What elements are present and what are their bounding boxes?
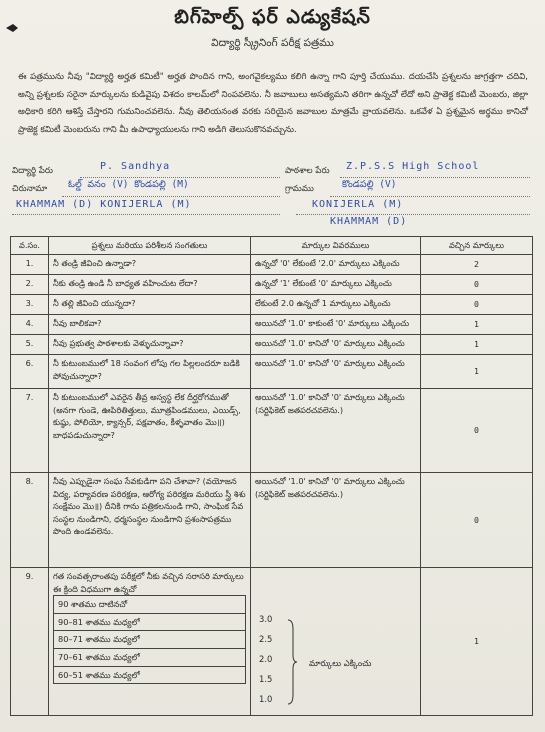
address-line-4-value[interactable]: KHAMMAM (D) <box>330 216 408 227</box>
row-marks-rule: లేకుంటే 2.0 ఉన్నచో 1 మార్కులు ఎక్కించు <box>251 295 421 315</box>
table-header-row <box>11 237 533 255</box>
row-number: 1. <box>11 255 49 275</box>
scale-value: 2.5 <box>259 634 273 644</box>
brace-icon <box>287 619 297 705</box>
row-score[interactable]: 1 <box>421 315 533 335</box>
row-question: నీకు తండ్రి ఉండి నీ బాధ్యత వహించుట లేదా? <box>49 275 251 295</box>
row-score[interactable]: 1 <box>421 335 533 355</box>
table-row <box>11 389 533 473</box>
row-marks-rule: అయినచో '1.0' కానిచో '0' మార్కులు ఎక్కించు <box>251 355 421 389</box>
school-name-value[interactable]: Z.P.S.S High School <box>346 161 480 172</box>
instructions-paragraph: ఈ పత్రమును నీవు "విద్యార్థి అర్హత కమిటీ" అర్హత పొందిన గాని, అంగవైకల్యము కలిగి ఉన్నా గాని పూర్తి చేయుము. దయచేసి ప్రశ్నలను జాగ్రత్తగా చదివి, అన్ని ప్రశ్నలకు సరైనా మార్కులను కుడివైపు విశదం కాలమ్‌లో నింపవలెను. నీ జవాబులు అసత్యమని తరిగా ఉన్నచో లేదో అని ప్రాతెక్ట కమిటీ మెంబరు, జిల్లా అధికారి కరిగి ఆశిస్తే చేస్తారని గుమనించవలెను. నీవు తెలియనంత వరకు సరియైన జవాబుల మాత్రమే వ్రాయవలెను. ఒకవేళ ఏ ప్రశ్నమైన అర్థము కానిచో ప్రాజెక్ట కమిటీ మెంబరును గాని మీ ఉపాధ్యాయులను గాని అడిగి తెలుసుకొనవచ్చును. <box>18 72 528 135</box>
header-marks-details: మార్కుల వివరములు <box>251 237 421 255</box>
row-score[interactable]: 1 <box>421 568 533 716</box>
row-number: 9. <box>11 568 49 716</box>
address-line <box>62 196 280 197</box>
row-marks-rule: అయినచో '1.0' కానిచో '0' మార్కులు ఎక్కించు (సర్టిఫికెట్ జతపరచవలెను.) <box>251 473 421 568</box>
address-label: చిరునామా <box>12 184 48 194</box>
range-item: 80–71 శాతము మధ్యలో <box>54 631 246 649</box>
school-name-line <box>340 177 530 178</box>
row-question <box>49 568 251 716</box>
row-marks-rule: అయినచో '1.0' కానిచో '0' మార్కులు ఎక్కించు (సర్టిఫికెట్ జతపరచవలెను.) <box>251 389 421 473</box>
row-marks-rule <box>251 568 421 716</box>
form-subtitle: విద్యార్థి స్క్రీనింగ్ పరీక్ష పత్రము <box>211 37 334 49</box>
row-number: 4. <box>11 315 49 335</box>
row-marks-rule: ఉన్నచో '1' లేకుంటే '0' మార్కులు ఎక్కించు <box>251 275 421 295</box>
village-label: గ్రామము <box>285 184 314 194</box>
row-question: నీ తల్లి జీవించి యున్నదా? <box>49 295 251 315</box>
student-name-label: విద్యార్థి పేరు <box>12 166 53 176</box>
form-title: బిగ్‌హెల్ప్ ఫర్ ఎడ్యుకేషన్ <box>174 6 371 28</box>
scale-value: 2.0 <box>259 654 273 664</box>
row-question: నీవు బాలికవా? <box>49 315 251 335</box>
scale-value: 1.0 <box>259 694 273 704</box>
scale-instruction: మార్కులు ఎక్కించు <box>309 658 372 668</box>
scale-value: 3.0 <box>259 614 273 624</box>
header-marks-obtained: వచ్చిన మార్కులు <box>421 237 533 255</box>
row-score[interactable]: 1 <box>421 355 533 389</box>
school-name-label: పాఠశాల పేరు <box>285 166 330 176</box>
row-marks-rule: ఉన్నచో '0' లేకుంటే '2.0' మార్కులు ఎక్కించు <box>251 255 421 275</box>
table-row <box>11 255 533 275</box>
village-value[interactable]: కొండపల్లి (V) <box>342 179 397 190</box>
range-item: 90 శాతము దాటినచో <box>54 596 246 614</box>
table-row <box>11 568 533 716</box>
village-line <box>330 196 530 197</box>
range-item: 60–51 శాతము మధ్యలో <box>54 666 246 684</box>
row-number: 8. <box>11 473 49 568</box>
row-question: నీవు ప్రభుత్వ పాఠశాలకు వెళ్ళుచున్నావా? <box>49 335 251 355</box>
row-number: 5. <box>11 335 49 355</box>
table-row <box>11 275 533 295</box>
row9-intro: గత సంవత్సరాంతపు పరీక్షలో నీకు వచ్చిన సరాసరి మార్కులు ఈ క్రింది విధముగా ఉన్నచో <box>53 571 244 594</box>
row-score[interactable]: 0 <box>421 389 533 473</box>
row-number: 2. <box>11 275 49 295</box>
row-number: 7. <box>11 389 49 473</box>
table-row <box>11 355 533 389</box>
row-question: నీ కుటుంబములో 18 సంవంగ లోపు గల పిల్లలందరూ బడికి పోవుచున్నారా? <box>49 355 251 389</box>
row-score[interactable]: 0 <box>421 473 533 568</box>
address-line-2 <box>12 214 280 215</box>
address-line-3-value[interactable]: KONIJERLA (M) <box>312 199 404 210</box>
marks-scale <box>255 613 416 713</box>
row-question: నీ కుటుంబములో ఎవరైన తీవ్ర అస్వస్థ లేక దీర్ఘరోగముతో (అనగా గుండె, ఊపిరితిత్తులు, మూత్రపిండములు, ఎయిడ్స్, కుష్ఠు, పోలియో, క్యాన్సర్, పక్షవాతం, కీళ్ళవాతం మొ॥) బాధపడుచున్నారా? <box>49 389 251 473</box>
row-score[interactable]: 0 <box>421 275 533 295</box>
table-row <box>11 473 533 568</box>
address-line-2-value[interactable]: KHAMMAM (D) KONIJERLA (M) <box>16 199 192 210</box>
percentage-ranges <box>53 595 246 684</box>
student-name-value[interactable]: P. Sandhya <box>100 161 171 172</box>
range-item: 90–81 శాతము మధ్యలో <box>54 613 246 631</box>
screening-table <box>10 236 533 716</box>
range-item: 70–61 శాతము మధ్యలో <box>54 648 246 666</box>
row-score[interactable]: 2 <box>421 255 533 275</box>
address-value[interactable]: ఓల్డ్ వనం (V) కొండపల్లి (M) <box>68 179 189 190</box>
table-row <box>11 315 533 335</box>
row-question: నీవు ఎప్పుడైనా సంఘ సేవకుడిగా పని చేశావా? (వయోజన విద్య, పర్యావరణ పరిరక్షణ, ఆరోగ్య పరిరక్షణ మరియు స్త్రీ శిశు సంక్షేమం మొ॥) దీనికి గాను పత్రికలనుండి గాని, సాంఘిక సేవ సంస్థల నుండిగాని, ధర్మసంస్థల నుండిగాని ప్రశంసాపత్రము పొంది ఉండవలెను. <box>49 473 251 568</box>
row-marks-rule: అయినచో '1.0' కాకుంటే '0' మార్కులు ఎక్కించు <box>251 315 421 335</box>
address-line-3 <box>296 214 530 215</box>
row-question: నీ తండ్రి జీవించి ఉన్నాడా? <box>49 255 251 275</box>
row-score[interactable]: 0 <box>421 295 533 315</box>
scale-value: 1.5 <box>259 674 273 684</box>
row-marks-rule: అయినచో '1.0' కానిచో '0' మార్కులు ఎక్కించు <box>251 335 421 355</box>
table-row <box>11 295 533 315</box>
row-number: 6. <box>11 355 49 389</box>
header-questions: ప్రశ్నలు మరియు పరిశీలన సంగతులు <box>49 237 251 255</box>
student-name-line <box>80 177 280 178</box>
row-number: 3. <box>11 295 49 315</box>
table-row <box>11 335 533 355</box>
header-serial: వ.సం. <box>11 237 49 255</box>
